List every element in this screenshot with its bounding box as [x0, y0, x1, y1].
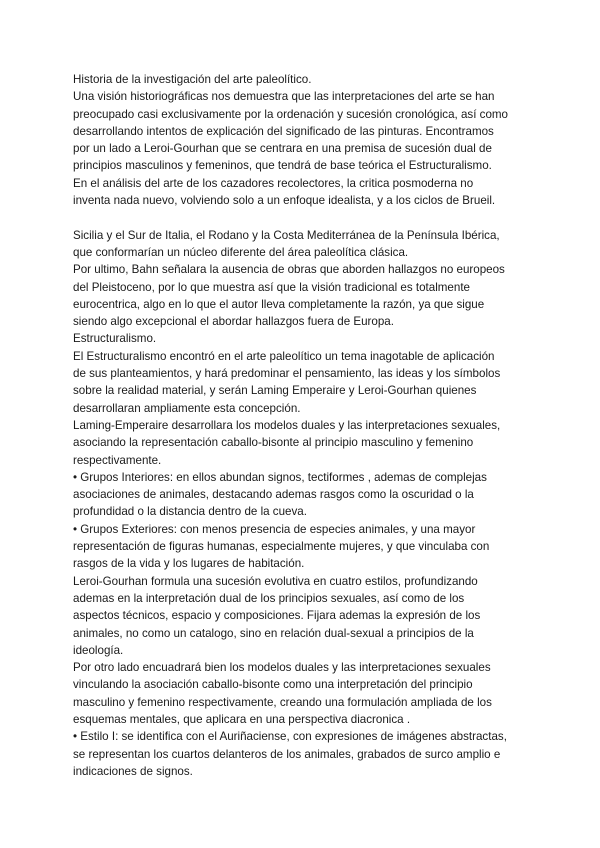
text-line: que conformarían un núcleo diferente del área paleolítica clásica. [73, 245, 409, 259]
text-line: preocupado casi exclusivamente por la ordenación y sucesión cronológica, así como [73, 107, 509, 121]
document-page [73, 71, 533, 780]
text-line: inventa nada nuevo, volviendo solo a un enfoque idealista, y a los ciclos de Brueil. [73, 194, 496, 208]
text-line: ideología. [73, 643, 124, 657]
text-line: siendo algo excepcional el abordar hallazgos fuera de Europa. [73, 315, 394, 329]
text-line: masculino y femenino respectivamente, creando una formulación ampliada de los [73, 695, 492, 709]
text-line: aspectos técnicos, espacio y composiciones. Fijara ademas la expresión de los [73, 609, 481, 623]
text-line: rasgos de la vida y los lugares de habitación. [73, 557, 305, 571]
bullet-item: • Grupos Interiores: en ellos abundan signos, tectiformes , ademas de complejas [73, 470, 487, 484]
text-line: Una visión historiográficas nos demuestra que las interpretaciones del arte se han [73, 90, 495, 104]
section-heading: Historia de la investigación del arte paleolítico. [73, 73, 312, 86]
text-line: del Pleistoceno, por lo que muestra así que la visión tradicional es totalmente [73, 280, 470, 294]
text-line: El Estructuralismo encontró en el arte paleolítico un tema inagotable de aplicación [73, 349, 495, 363]
text-line: por un lado a Leroi-Gourhan que se centrara en una premisa de sucesión dual de [73, 142, 492, 156]
text-line: profundidad o la distancia dentro de la cueva. [73, 505, 307, 519]
text-line: desarrollando intentos de explicación del significado de las pinturas. Encontramos [73, 124, 494, 138]
text-line: respectivamente. [73, 453, 162, 467]
text-line: asociando la representación caballo-bisonte al principio masculino y femenino [73, 436, 474, 450]
text-line: Laming-Emperaire desarrollara los modelos duales y las interpretaciones sexuales, [73, 418, 501, 432]
text-block-1 [73, 71, 533, 209]
paragraph-gap [73, 209, 533, 226]
text-line: sobre la realidad material, y serán Laming Emperaire y Leroi-Gourhan quienes [73, 384, 477, 398]
text-line: asociaciones de animales, destacando ademas rasgos como la oscuridad o la [73, 488, 474, 502]
text-line: indicaciones de signos. [73, 764, 193, 778]
text-line: de sus planteamientos, y hará predominar el pensamiento, las ideas y los símbolos [73, 367, 501, 381]
text-line: eurocentrica, algo en lo que el autor lleva completamente la razón, ya que sigue [73, 297, 485, 311]
text-line: representación de figuras humanas, especialmente mujeres, y que vinculaba con [73, 540, 490, 554]
text-line: animales, no como un catalogo, sino en relación dual-sexual a principios de la [73, 626, 474, 640]
text-line: Por ultimo, Bahn señalara la ausencia de obras que aborden hallazgos no europeos [73, 263, 505, 277]
text-line: vinculando la asociación caballo-bisonte como una interpretación del principio [73, 678, 473, 692]
text-line: ademas en la interpretación dual de los principios sexuales, así como de los [73, 591, 465, 605]
text-line: desarrollaran ampliamente esta concepción. [73, 401, 301, 415]
bullet-item: • Grupos Exteriores: con menos presencia de especies animales, y una mayor [73, 522, 476, 536]
text-block-2 [73, 227, 533, 781]
text-line: esquemas mentales, que aplicara en una perspectiva diacronica . [73, 712, 411, 726]
text-line: principios masculinos y femeninos, que tendrá de base teórica el Estructuralismo. [73, 159, 492, 173]
text-line: En el análisis del arte de los cazadores recolectores, la critica posmoderna no [73, 176, 474, 190]
section-heading: Estructuralismo. [73, 332, 157, 346]
bullet-item: • Estilo I: se identifica con el Auriñaciense, con expresiones de imágenes abstractas, [73, 730, 507, 744]
text-line: Por otro lado encuadrará bien los modelos duales y las interpretaciones sexuales [73, 661, 491, 675]
text-line: Leroi-Gourhan formula una sucesión evolutiva en cuatro estilos, profundizando [73, 574, 478, 588]
text-line: se representan los cuartos delanteros de los animales, grabados de surco amplio e [73, 747, 501, 761]
text-line: Sicilia y el Sur de Italia, el Rodano y la Costa Mediterránea de la Península Ibérica, [73, 228, 500, 242]
